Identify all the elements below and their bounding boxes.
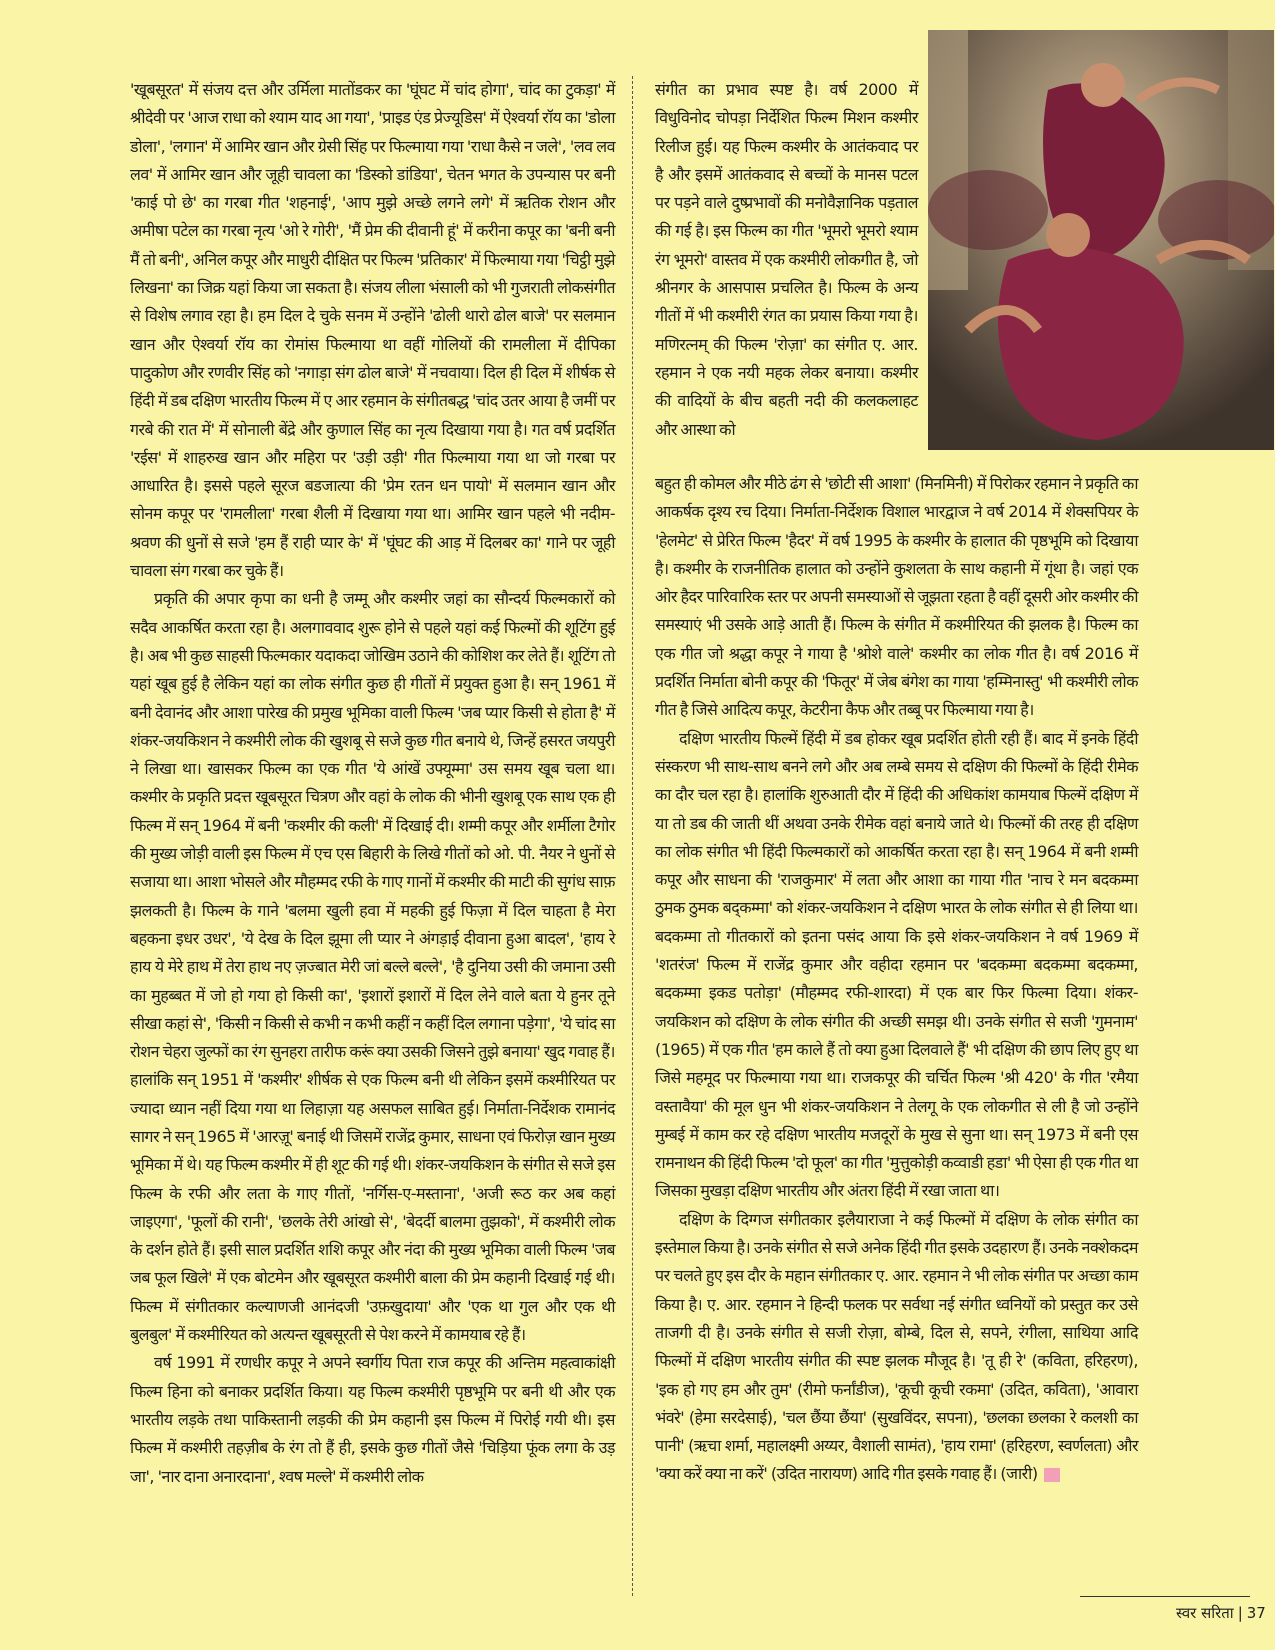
paragraph bbox=[655, 1206, 1138, 1489]
paragraph: 'खूबसूरत' में संजय दत्त और उर्मिला मातोंडकर का 'घूंघट में चांद होगा', चांद का टुकड़ा' में श्रीदेवी पर 'आज राधा को श्याम याद आ गया', 'प्राइड एंड प्रेज्यूडिस' में ऐश्वर्या रॉय का 'डोला डोला', 'लगान' में आमिर खान और ग्रेसी सिंह पर फिल्माया गया 'राधा कैसे न जले', 'लव लव लव' में आमिर खान और जूही चावला का 'डिस्को डांडिया', चेतन भगत के उपन्यास पर बनी 'काई पो छे' का गरबा गीत 'शहनाई', 'आप मुझे अच्छे लगने लगे' में ऋतिक रोशन और अमीषा पटेल का गरबा नृत्य 'ओ रे गोरी', 'मैं प्रेम की दीवानी हूं' में करीना कपूर का 'बनी बनी मैं तो बनी', अनिल कपूर और माधुरी दीक्षित पर फिल्म 'प्रतिकार' में फिल्माया गया 'चिट्ठी मुझे लिखना' का जिक्र यहां किया जा सकता है। संजय लीला भंसाली को भी गुजराती लोकसंगीत से विशेष लगाव रहा है। हम दिल दे चुके सनम में उन्होंने 'ढोली थारो ढोल बाजे' पर सलमान खान और ऐश्वर्या रॉय का रोमांस फिल्माया था वहीं गोलियों की रामलीला में दीपिका पादुकोण और रणवीर सिंह को 'नगाड़ा संग ढोल बाजे' में नचवाया। दिल ही दिल में शीर्षक से हिंदी में डब दक्षिण भारतीय फिल्म में ए आर रहमान के संगीतबद्ध 'चांद उतर आया है जमीं पर गरबे की रात में' में सोनाली बेंद्रे और कुणाल सिंह का नृत्य दिखाया गया है। गत वर्ष प्रदर्शित 'रईस' में शाहरुख खान और महिरा पर 'उड़ी उड़ी' गीत फिल्माया गया था जो गरबा पर आधारित है। इससे पहले सूरज बडजात्या की 'प्रेम रतन धन पायो' में सलमान खान और सोनम कपूर पर 'रामलीला' गरबा शैली में दिखाया गया था। आमिर खान पहले भी नदीम-श्रवण की धुनों से सजे 'हम हैं राही प्यार के' में 'घूंघट की आड़ में दिलबर का' गाने पर जूही चावला संग गरबा कर चुके हैं। bbox=[130, 80, 615, 581]
footer-separator: | bbox=[1237, 1604, 1243, 1622]
page-footer bbox=[1176, 1603, 1266, 1623]
paragraph: बहुत ही कोमल और मीठे ढंग से 'छोटी सी आशा' (मिनमिनी) में पिरोकर रहमान ने प्रकृति का आकर्षक दृश्य रच दिया। निर्माता-निर्देशक विशाल भारद्वाज ने वर्ष 2014 में शेक्सपियर के 'हेलमेट' से प्रेरित फिल्म 'हैदर' में वर्ष 1995 के कश्मीर के हालात की पृष्ठभूमि को दिखाया है। कश्मीर के राजनीतिक हालात को उन्होंने कुशलता के साथ कहानी में गूंथा है। जहां एक ओर हैदर पारिवारिक स्तर पर अपनी समस्याओं से जूझता रहता है वहीं दूसरी ओर कश्मीर की समस्याएं भी उसके आड़े आती हैं। फिल्म के संगीत में कश्मीरियत की झलक है। फिल्म का एक गीत जो श्रद्धा कपूर ने गाया है 'श्रोशे वाले' कश्मीर का लोक गीत है। वर्ष 2016 में प्रदर्शित निर्माता बोनी कपूर की 'फितूर' में जेब बंगेश का गाया 'हम्मिनास्तु' भी कश्मीरी लोक गीत है जिसे आदित्य कपूर, केटरीना कैफ और तब्बू पर फिल्माया गया है। bbox=[655, 474, 1138, 720]
column-divider bbox=[632, 76, 633, 1596]
left-column bbox=[130, 76, 615, 1491]
paragraph-text: दक्षिण के दिग्गज संगीतकार इलैयाराजा ने कई फिल्मों में दक्षिण के लोक संगीत का इस्तेमाल किया है। उनके संगीत से सजे अनेक हिंदी गीत इसके उदहारण हैं। उनके नक्शेकदम पर चलते हुए इस दौर के महान संगीतकार ए. आर. रहमान ने भी लोक संगीत पर अच्छा काम किया है। ए. आर. रहमान ने हिन्दी फलक पर सर्वथा नई संगीत ध्वनियों को प्रस्तुत कर उसे ताजगी दी है। उनके संगीत से सजी रोज़ा, बोम्बे, दिल से, सपने, रंगीला, साथिया आदि फिल्मों में दक्षिण भारतीय संगीत की स्पष्ट झलक मौजूद है। 'तू ही रे' (कविता, हरिहरण), 'इक हो गए हम और तुम' (रीमो फर्नांडीज), 'कूची कूची रकमा' (उदित, कविता), 'आवारा भंवरे' (हेमा सरदेसाई), 'चल छैंया छैंया' (सुखविंदर, सपना), 'छलका छलका रे कलशी का पानी' (ऋचा शर्मा, महालक्ष्मी अय्यर, वैशाली सामंत), 'हाय रामा' (हरिहरण, स्वर्णलता) और 'क्या करें क्या ना करें' (उदित नारायण) आदि गीत इसके गवाह हैं। (जारी) bbox=[655, 1209, 1138, 1484]
paragraph: वर्ष 1991 में रणधीर कपूर ने अपने स्वर्गीय पिता राज कपूर की अन्तिम महत्वाकांक्षी फिल्म हिना को बनाकर प्रदर्शित किया। यह फिल्म कश्मीरी पृष्ठभूमि पर बनी थी और एक भारतीय लड़के तथा पाकिस्तानी लड़की की प्रेम कहानी इस फिल्म में पिरोई गयी थी। इस फिल्म में कश्मीरी तहज़ीब के रंग तो हैं ही, इसके कुछ गीतों जैसे 'चिड़िया फूंक लगा के उड़ जा', 'नार दाना अनारदाना', श्वष मल्ले' में कश्मीरी लोक bbox=[130, 1353, 615, 1486]
dancers-illustration bbox=[928, 30, 1274, 450]
paragraph: दक्षिण भारतीय फिल्में हिंदी में डब होकर खूब प्रदर्शित होती रही हैं। बाद में इनके हिंदी संस्करण भी साथ-साथ बनने लगे और अब लम्बे समय से दक्षिण की फिल्मों के हिंदी रीमेक का दौर चल रहा है। हालांकि शुरुआती दौर में हिंदी की अधिकांश कामयाब फिल्में दक्षिण में या तो डब की जाती थीं अथवा उनके रीमेक वहां बनाये जाते थे। फिल्मों की तरह ही दक्षिण का लोक संगीत भी हिंदी फिल्मकारों को आकर्षित करता रहा है। सन् 1964 में बनी शम्मी कपूर और साधना की 'राजकुमार' में लता और आशा का गाया गीत 'नाच रे मन बदकम्मा ठुमक ठुमक बद्कम्मा' को शंकर-जयकिशन ने दक्षिण भारत के लोक संगीत से ही लिया था। बदकम्मा तो गीतकारों को इतना पसंद आया कि इसे शंकर-जयकिशन ने वर्ष 1969 में 'शतरंज' फिल्म में राजेंद्र कुमार और वहीदा रहमान पर 'बदकम्मा बदकम्मा बदकम्मा, बदकम्मा इकड पतोड़ा' (मौहम्मद रफी-शारदा) में एक बार फिर फिल्मा दिया। शंकर-जयकिशन को दक्षिण के लोक संगीत की अच्छी समझ थी। उनके संगीत से सजी 'गुमनाम' (1965) में एक गीत 'हम काले हैं तो क्या हुआ दिलवाले हैं' भी दक्षिण की छाप लिए हुए था जिसे महमूद पर फिल्माया गया था। राजकपूर की चर्चित फिल्म 'श्री 420' के गीत 'रमैया वस्तावैया' की मूल धुन भी शंकर-जयकिशन ने तेलगू के एक लोकगीत से ली है जो उन्होंने मुम्बई में काम कर रहे दक्षिण भारतीय मजदूरों के मुख से सुना था। सन् 1973 में बनी एस रामनाथन की हिंदी फिल्म 'दो फूल' का गीत 'मुत्तुकोड़ी कव्वाडी हडा' भी ऐसा ही एक गीत था जिसका मुखड़ा दक्षिण भारतीय और अंतरा हिंदी में रखा जाता था। bbox=[655, 728, 1138, 1201]
page-number: 37 bbox=[1246, 1604, 1266, 1622]
footer-rule bbox=[1080, 1596, 1250, 1597]
right-column-top bbox=[655, 76, 918, 444]
dance-photo bbox=[928, 30, 1274, 450]
magazine-name: स्वर सरिता bbox=[1176, 1604, 1234, 1622]
end-mark-icon bbox=[1044, 1468, 1060, 1482]
right-column-bottom bbox=[655, 470, 1138, 1489]
paragraph: संगीत का प्रभाव स्पष्ट है। वर्ष 2000 में विधुविनोद चोपड़ा निर्देशित फिल्म मिशन कश्मीर रिलीज हुई। यह फिल्म कश्मीर के आतंकवाद पर है और इसमें आतंकवाद से बच्चों के मानस पटल पर पड़ने वाले दुष्प्रभावों की मनोवैज्ञानिक पड़ताल की गई है। इस फिल्म का गीत 'भूमरो भूमरो श्याम रंग भूमरो' वास्तव में एक कश्मीरी लोकगीत है, जो श्रीनगर के आसपास प्रचलित है। फिल्म के अन्य गीतों में भी कश्मीरी रंगत का प्रयास किया गया है। मणिरत्नम् की फिल्म 'रोज़ा' का संगीत ए. आर. रहमान ने एक नयी महक लेकर बनाया। कश्मीर की वादियों के बीच बहती नदी की कलकलाहट और आस्था को bbox=[655, 80, 918, 439]
paragraph: प्रकृति की अपार कृपा का धनी है जम्मू और कश्मीर जहां का सौन्दर्य फिल्मकारों को सदैव आकर्षित करता रहा है। अलगाववाद शुरू होने से पहले यहां कई फिल्मों की शूटिंग हुई है। अब भी कुछ साहसी फिल्मकार यदाकदा जोखिम उठाने की कोशिश कर लेते हैं। शूटिंग तो यहां खूब हुई है लेकिन यहां का लोक संगीत कुछ ही गीतों में प्रयुक्त हुआ है। सन् 1961 में बनी देवानंद और आशा पारेख की प्रमुख भूमिका वाली फिल्म 'जब प्यार किसी से होता है' में शंकर-जयकिशन ने कश्मीरी लोक की खुशबू से सजे कुछ गीत बनाये थे, जिन्हें हसरत जयपुरी ने लिखा था। खासकर फिल्म का एक गीत 'ये आंखें उफ्यूम्मा' उस समय खूब चला था। कश्मीर के प्रकृति प्रदत्त खूबसूरत चित्रण और वहां के लोक की भीनी खुशबू एक साथ एक ही फिल्म में सन् 1964 में बनी 'कश्मीर की कली' में दिखाई दी। शम्मी कपूर और शर्मीला टैगोर की मुख्य जोड़ी वाली इस फिल्म में एच एस बिहारी के लिखे गीतों को ओ. पी. नैयर ने धुनों से सजाया था। आशा भोसले और मौहम्मद रफी के गाए गानों में कश्मीर की माटी की सुगंध साफ़ झलकती है। फिल्म के गाने 'बलमा खुली हवा में महकी हुई फिज़ा में दिल चाहता है मेरा बहकना इधर उधर', 'ये देख के दिल झूमा ली प्यार ने अंगड़ाई दीवाना हुआ बादल', 'हाय रे हाय ये मेरे हाथ में तेरा हाथ नए ज़ज्बात मेरी जां बल्ले बल्ले', 'है दुनिया उसी की जमाना उसी का मुहब्बत में जो हो गया हो किसी का', 'इशारों इशारों में दिल लेने वाले बता ये हुनर तूने सीखा कहां से', 'किसी न किसी से कभी न कभी कहीं न कहीं दिल लगाना पड़ेगा', 'ये चांद सा रोशन चेहरा जुल्फों का रंग सुनहरा तारीफ करूं क्या उसकी जिसने तुझे बनाया' खुद गवाह हैं। हालांकि सन् 1951 में 'कश्मीर' शीर्षक से एक फिल्म बनी थी लेकिन इसमें कश्मीरियत पर ज्यादा ध्यान नहीं दिया गया था लिहाज़ा यह असफल साबित हुई। निर्माता-निर्देशक रामानंद सागर ने सन् 1965 में 'आरज़ू' बनाई थी जिसमें राजेंद्र कुमार, साधना एवं फिरोज़ खान मुख्य भूमिका में थे। यह फिल्म कश्मीर में ही शूट की गई थी। शंकर-जयकिशन के संगीत से सजे इस फिल्म के रफी और लता के गाए गीतों, 'नर्गिस-ए-मस्ताना', 'अजी रूठ कर अब कहां जाइएगा', 'फूलों की रानी', 'छलके तेरी आंखो से', 'बेदर्दी बालमा तुझको', में कश्मीरी लोक के दर्शन होते हैं। इसी साल प्रदर्शित शशि कपूर और नंदा की मुख्य भूमिका वाली फिल्म 'जब जब फूल खिले' में एक बोटमेन और खूबसूरत कश्मीरी बाला की प्रेम कहानी दिखाई गई थी। फिल्म में संगीतकार कल्याणजी आनंदजी 'उफ़खुदाया' और 'एक था गुल और एक थी बुलबुल' में कश्मीरियत को अत्यन्त खूबसूरती से पेश करने में कामयाब रहे हैं। bbox=[130, 589, 615, 1345]
